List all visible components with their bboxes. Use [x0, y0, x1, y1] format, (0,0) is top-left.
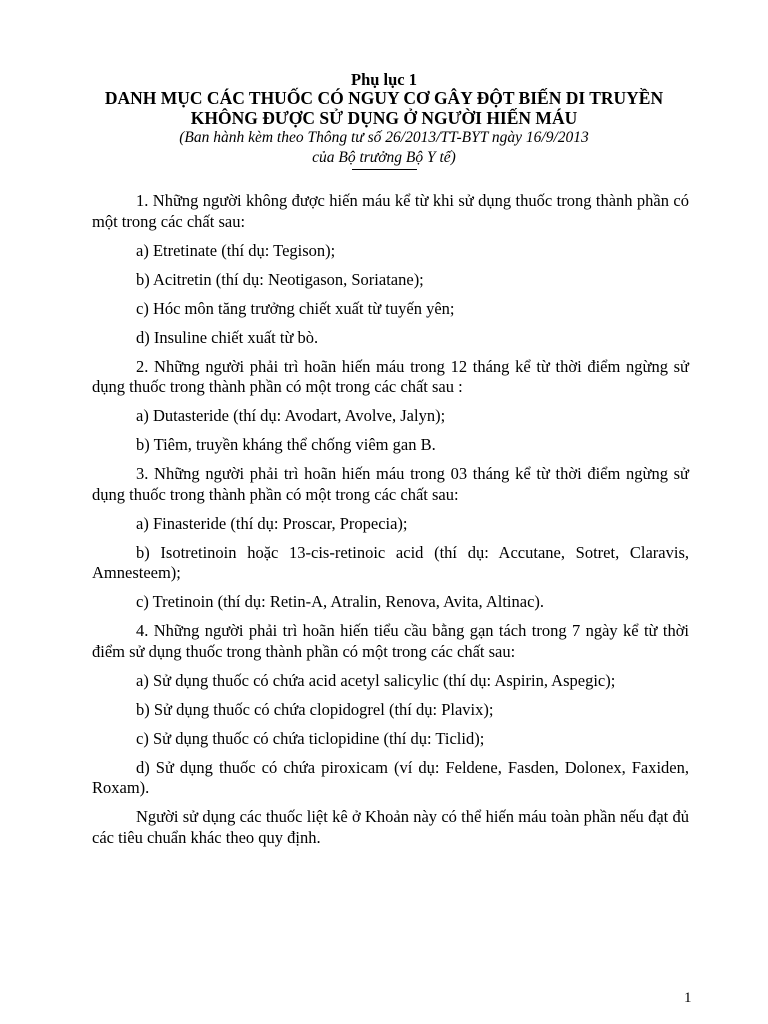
- paragraph: b) Tiêm, truyền kháng thể chống viêm gan B.: [136, 435, 436, 454]
- document-title-line-1: DANH MỤC CÁC THUỐC CÓ NGUY CƠ GÂY ĐỘT BIẾN DI TRUYỀN: [104, 88, 664, 108]
- paragraph: 4. Những người phải trì hoãn hiến tiểu cầu bằng gạn tách trong 7 ngày kể từ thời điểm sử dụng thuốc trong thành phần có một trong các chất sau:: [92, 621, 689, 661]
- paragraph: 2. Những người phải trì hoãn hiến máu trong 12 tháng kể từ thời điểm ngừng sử dụng thuốc trong thành phần có một trong các chất sau :: [92, 356, 689, 396]
- document-subtitle-line-1: (Ban hành kèm theo Thông tư số 26/2013/TT-BYT ngày 16/9/2013: [179, 129, 589, 146]
- paragraph: c) Hóc môn tăng trưởng chiết xuất từ tuyến yên;: [136, 298, 455, 318]
- document-body: [92, 191, 689, 857]
- paragraph: a) Etretinate (thí dụ: Tegison);: [136, 240, 336, 260]
- paragraph: Người sử dụng các thuốc liệt kê ở Khoản này có thể hiến máu toàn phần nếu đạt đủ các tiêu chuẩn khác theo quy định.: [92, 807, 689, 847]
- paragraph: b) Sử dụng thuốc có chứa clopidogrel (thí dụ: Plavix);: [136, 699, 494, 719]
- appendix-label: Phụ lục 1: [350, 70, 418, 89]
- paragraph: d) Sử dụng thuốc có chứa piroxicam (ví dụ: Feldene, Fasden, Dolonex, Faxiden, Roxam).: [92, 757, 689, 797]
- paragraph: b) Isotretinoin hoặc 13-cis-retinoic acid (thí dụ: Accutane, Sotret, Claravis, Amnesteem);: [92, 542, 689, 582]
- paragraph: a) Finasteride (thí dụ: Proscar, Propecia);: [136, 513, 408, 533]
- paragraph: c) Tretinoin (thí dụ: Retin-A, Atralin, Renova, Avita, Altinac).: [136, 592, 545, 611]
- paragraph: a) Dutasteride (thí dụ: Avodart, Avolve, Jalyn);: [136, 406, 446, 425]
- paragraph: a) Sử dụng thuốc có chứa acid acetyl salicylic (thí dụ: Aspirin, Aspegic);: [136, 670, 616, 690]
- document-title-line-2: KHÔNG ĐƯỢC SỬ DỤNG Ở NGƯỜI HIẾN MÁU: [190, 107, 578, 128]
- paragraph: 3. Những người phải trì hoãn hiến máu trong 03 tháng kể từ thời điểm ngừng sử dụng thuốc trong thành phần có một trong các chất sau:: [92, 464, 689, 504]
- paragraph: d) Insuline chiết xuất từ bò.: [136, 327, 319, 347]
- paragraph: c) Sử dụng thuốc có chứa ticlopidine (thí dụ: Ticlid);: [136, 728, 485, 748]
- header-divider: [352, 169, 417, 170]
- document-subtitle-line-2: của Bộ trưởng Bộ Y tế): [312, 148, 456, 166]
- page-number: 1: [684, 990, 692, 1006]
- paragraph: 1. Những người không được hiến máu kể từ khi sử dụng thuốc trong thành phần có một trong các chất sau:: [92, 191, 689, 231]
- paragraph: b) Acitretin (thí dụ: Neotigason, Soriatane);: [136, 269, 424, 289]
- document-header: [0, 70, 768, 170]
